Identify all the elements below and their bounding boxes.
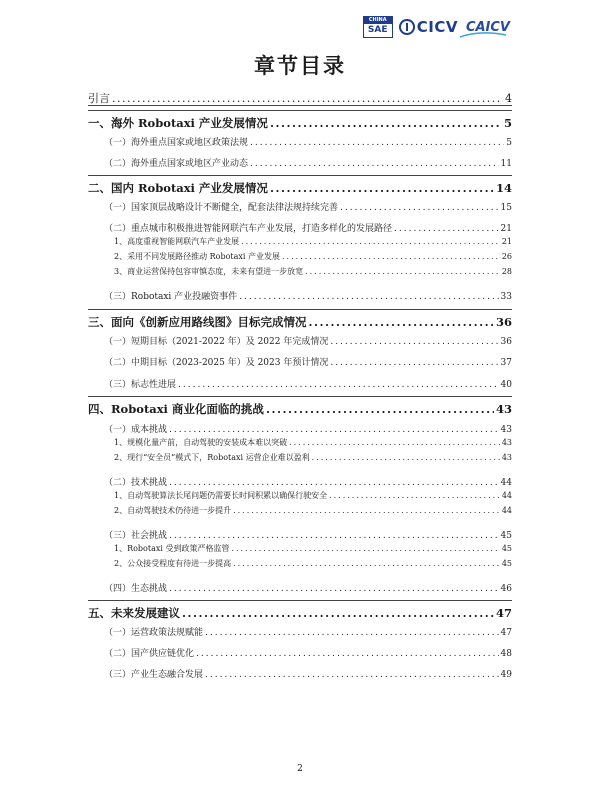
toc-leader-dots (282, 252, 500, 261)
toc-entry-label: 1、Robotaxi 受到政策严格监管 (114, 544, 230, 553)
toc-entry-label: 1、规模化量产前，自动驾驶的安装成本难以突破 (114, 438, 288, 447)
toc-entry-label: （一）海外重点国家或地区政策法规 (104, 138, 249, 148)
toc-entry-label: 1、高度重视智能网联汽车产业发展 (114, 237, 240, 246)
cicv-logo (399, 18, 458, 36)
page-title: 章节目录 (254, 53, 346, 78)
toc-intro-entry[interactable] (88, 90, 512, 106)
toc-subsection-entry[interactable] (88, 251, 512, 262)
toc-section-entry[interactable] (88, 422, 512, 435)
sae-logo-bottom-text: SAE (367, 25, 388, 35)
toc-entry-page: 45 (501, 559, 512, 568)
toc-subsection-entry[interactable] (88, 558, 512, 569)
toc-entry-page: 44 (501, 491, 512, 500)
toc-entry-page: 45 (500, 531, 512, 541)
toc-section-entry[interactable] (88, 334, 512, 347)
toc-leader-dots (266, 402, 494, 416)
toc-subsection-entry[interactable] (88, 437, 512, 448)
toc-chapter-entry[interactable] (88, 605, 512, 621)
toc-entry-page: 43 (501, 453, 512, 462)
toc-entry-page: 44 (501, 506, 512, 515)
toc-section-entry[interactable] (88, 355, 512, 368)
toc-leader-dots (250, 159, 499, 169)
toc-entry-page: 26 (501, 252, 512, 261)
toc-leader-dots (330, 358, 498, 368)
toc-subsection-entry[interactable] (88, 236, 512, 247)
section-divider (88, 175, 512, 176)
toc-entry-label: 一、海外 Robotaxi 产业发展情况 (88, 116, 268, 130)
toc-entry-label: 3、商业运营保持包容审慎态度，未来有望进一步放宽 (114, 267, 304, 276)
sae-logo-top-text: CHINA (364, 17, 392, 24)
toc-entry-page: 36 (495, 315, 512, 329)
toc-entry-page: 43 (501, 438, 512, 447)
toc-leader-dots (205, 628, 499, 638)
toc-entry-page: 47 (495, 606, 512, 620)
toc-leader-dots (182, 606, 494, 620)
toc-subsection-entry[interactable] (88, 505, 512, 516)
toc-entry-label: （三）Robotaxi 产业投融资事件 (104, 292, 238, 302)
toc-leader-dots (289, 438, 500, 447)
toc-section-entry[interactable] (88, 200, 512, 213)
toc-leader-dots (196, 649, 499, 659)
toc-section-entry[interactable] (88, 475, 512, 488)
toc-entry-label: 五、未来发展建议 (88, 606, 180, 620)
toc-entry-label: 2、自动驾驶技术仍待进一步提升 (114, 506, 232, 515)
toc-section-entry[interactable] (88, 289, 512, 302)
section-divider (88, 105, 512, 106)
toc-leader-dots (169, 584, 499, 594)
toc-entry-page: 46 (500, 584, 512, 594)
toc-leader-dots (178, 380, 499, 390)
toc-leader-dots (205, 670, 499, 680)
toc-leader-dots (305, 267, 500, 276)
toc-entry-page: 43 (495, 402, 512, 416)
toc-entry-label: （四）生态挑战 (104, 584, 168, 594)
toc-chapter-entry[interactable] (88, 314, 512, 330)
toc-section-entry[interactable] (88, 581, 512, 594)
toc-entry-label: （三）标志性进展 (104, 380, 177, 390)
toc-entry-page: 4 (505, 92, 512, 105)
toc-entry-label: 2、采用不同发展路径推动 Robotaxi 产业发展 (114, 252, 281, 261)
section-divider (88, 600, 512, 601)
toc-entry-page: 49 (500, 670, 512, 680)
toc-chapter-entry[interactable] (88, 401, 512, 417)
toc-leader-dots (312, 453, 500, 462)
toc-leader-dots (270, 181, 494, 195)
toc-entry-label: （一）成本挑战 (104, 425, 168, 435)
section-divider (88, 396, 512, 397)
toc-entry-label: （二）技术挑战 (104, 478, 168, 488)
toc-leader-dots (250, 138, 504, 148)
caicv-logo (464, 20, 512, 35)
toc-leader-dots (340, 203, 499, 213)
toc-entry-page: 48 (500, 649, 512, 659)
toc-entry-label: 引言 (88, 92, 110, 105)
page-number: 2 (297, 764, 303, 774)
toc-entry-label: 四、Robotaxi 商业化面临的挑战 (88, 402, 264, 416)
toc-leader-dots (329, 491, 500, 500)
toc-leader-dots (169, 425, 499, 435)
toc-entry-page: 40 (500, 380, 512, 390)
toc-leader-dots (112, 92, 503, 105)
toc-section-entry[interactable] (88, 377, 512, 390)
toc-section-entry[interactable] (88, 221, 512, 234)
toc-entry-page: 5 (506, 138, 512, 148)
toc-entry-page: 36 (500, 337, 512, 347)
toc-entry-page: 37 (500, 358, 512, 368)
toc-subsection-entry[interactable] (88, 266, 512, 277)
toc-leader-dots (231, 544, 499, 553)
toc-entry-label: （二）海外重点国家或地区产业动态 (104, 159, 249, 169)
caicv-logo-text: CAICV (465, 19, 510, 35)
header-logos (363, 16, 512, 38)
toc-entry-label: 二、国内 Robotaxi 产业发展情况 (88, 181, 268, 195)
toc-chapter-entry[interactable] (88, 180, 512, 196)
toc-entry-label: （一）短期目标（2021-2022 年）及 2022 年完成情况 (104, 337, 329, 347)
caicv-swoosh-icon (460, 32, 506, 38)
toc-entry-label: （二）重点城市积极推进智能网联汽车产业发展，打造多样化的发展路径 (104, 224, 393, 234)
toc-entry-label: （一）国家顶层战略设计不断健全，配套法律法规持续完善 (104, 203, 339, 213)
toc-section-entry[interactable] (88, 646, 512, 659)
toc-leader-dots (241, 237, 500, 246)
toc-leader-dots (394, 224, 499, 234)
cicv-mark-icon (399, 19, 415, 35)
toc-section-entry[interactable] (88, 625, 512, 638)
toc-subsection-entry[interactable] (88, 490, 512, 501)
toc-leader-dots (309, 315, 494, 329)
toc-entry-label: （一）运营政策法规赋能 (104, 628, 204, 638)
toc-entry-page: 15 (500, 203, 512, 213)
toc-entry-label: （三）产业生态融合发展 (104, 670, 204, 680)
toc-entry-page: 21 (500, 224, 512, 234)
toc-leader-dots (239, 292, 498, 302)
toc-chapter-entry[interactable] (88, 115, 512, 131)
toc-entry-page: 28 (501, 267, 512, 276)
section-divider (88, 110, 512, 111)
toc-entry-page: 33 (500, 292, 512, 302)
toc-entry-page: 45 (501, 544, 512, 553)
toc-entry-label: 1、自动驾驶算法长尾问题仍需要长时间积累以确保行驶安全 (114, 491, 328, 500)
toc-entry-page: 11 (500, 159, 512, 169)
toc-entry-label: 三、面向《创新应用路线图》目标完成情况 (88, 315, 307, 329)
toc-section-entry[interactable] (88, 135, 512, 148)
toc-leader-dots (169, 531, 499, 541)
section-divider (88, 309, 512, 310)
toc-entry-label: （二）中期目标（2023-2025 年）及 2023 年预计情况 (104, 358, 329, 368)
toc-entry-page: 21 (501, 237, 512, 246)
toc-leader-dots (233, 559, 500, 568)
toc-subsection-entry[interactable] (88, 452, 512, 463)
china-sae-logo (363, 16, 393, 38)
toc-entry-label: 2、公众接受程度有待进一步提高 (114, 559, 232, 568)
toc-entry-label: （二）国产供应链优化 (104, 649, 195, 659)
toc-section-entry[interactable] (88, 667, 512, 680)
toc-entry-page: 14 (495, 181, 512, 195)
toc-subsection-entry[interactable] (88, 543, 512, 554)
toc-leader-dots (330, 337, 498, 347)
toc-entry-label: 2、现行“安全员”模式下，Robotaxi 运营企业难以盈利 (114, 453, 310, 462)
toc-section-entry[interactable] (88, 528, 512, 541)
toc-entry-label: （三）社会挑战 (104, 531, 168, 541)
toc-entry-page: 47 (500, 628, 512, 638)
toc-entry-page: 44 (500, 478, 512, 488)
toc-entry-page: 43 (500, 425, 512, 435)
cicv-logo-text: CICV (416, 18, 458, 36)
toc-leader-dots (233, 506, 500, 515)
toc-leader-dots (270, 116, 502, 130)
toc-leader-dots (169, 478, 499, 488)
toc-section-entry[interactable] (88, 156, 512, 169)
toc-entry-page: 5 (503, 116, 512, 130)
